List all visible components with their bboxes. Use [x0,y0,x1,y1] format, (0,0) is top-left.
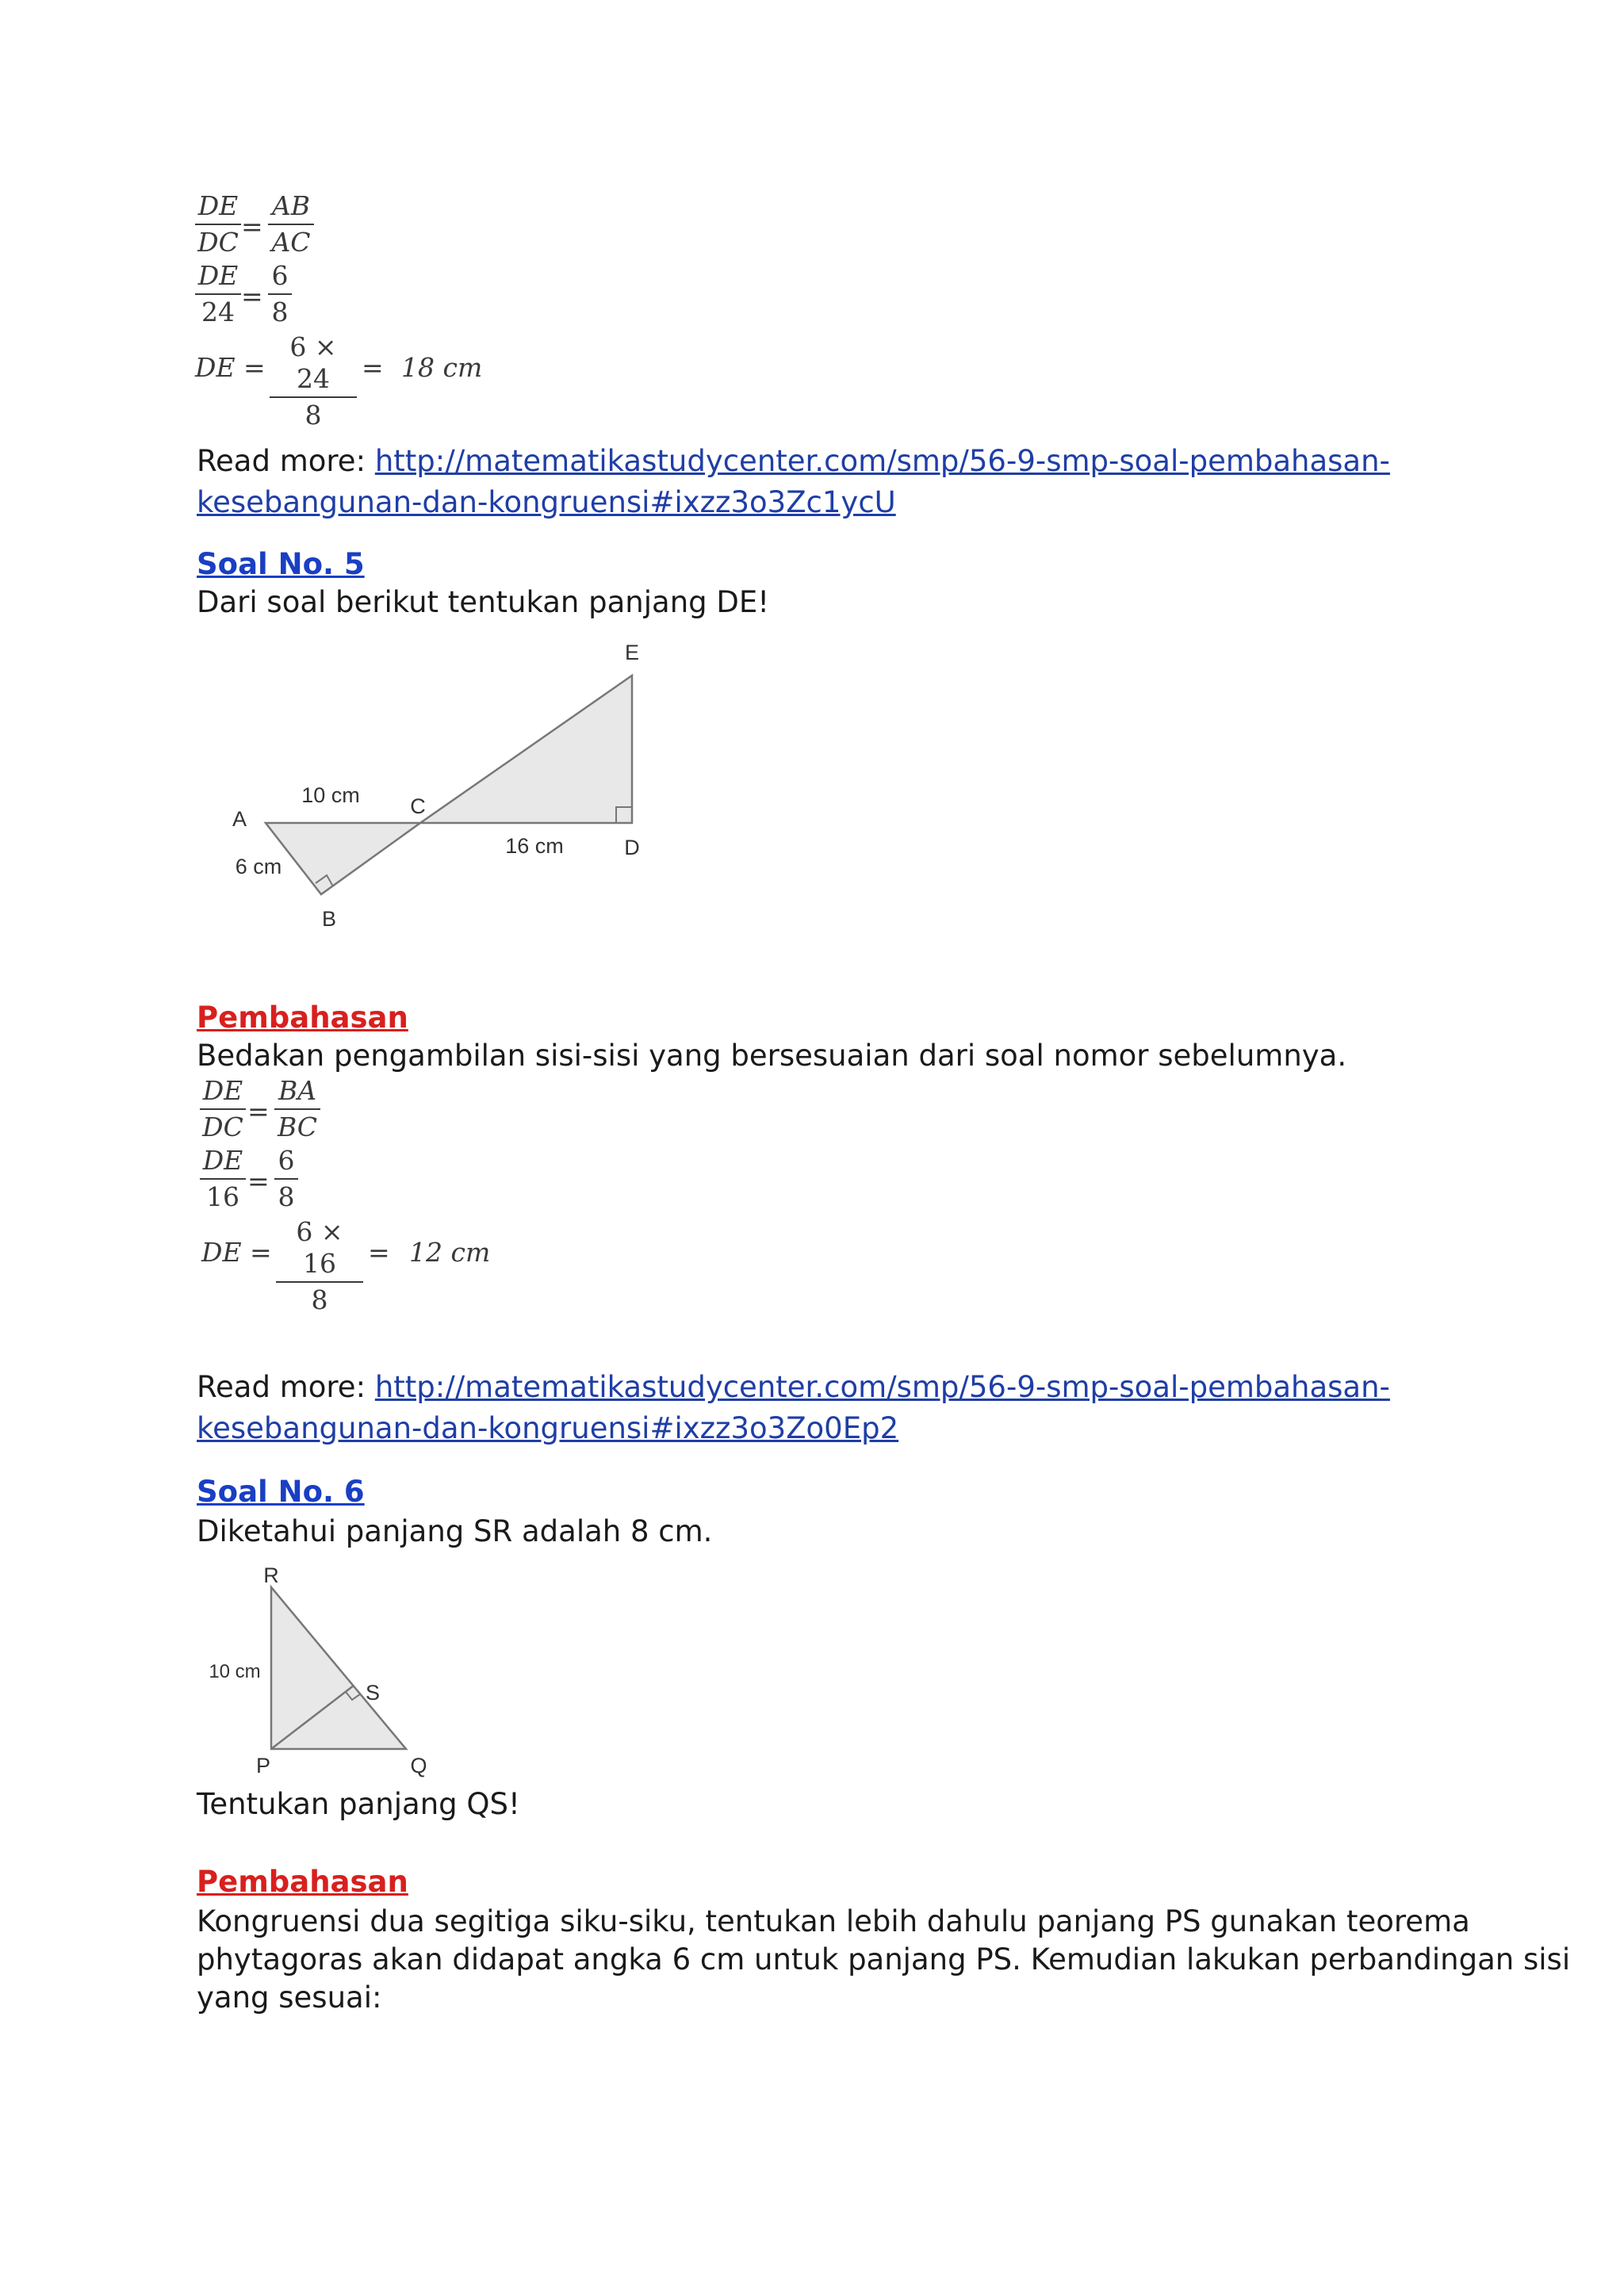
denominator: 24 [201,297,235,327]
equals-sign: = [241,211,263,242]
read-more-label: Read more: [197,1370,375,1404]
soal-6-pembahasan-line: Kongruensi dua segitiga siku-siku, tentukan lebih dahulu panjang PS gunakan teorema [197,1904,1470,1938]
numerator: DE [197,190,239,221]
soal-5-question: Dari soal berikut tentukan panjang DE! [197,585,770,619]
label-a: A [232,807,247,831]
soal-5-heading[interactable]: Soal No. 5 [197,547,365,581]
numerator: 6 [278,1145,295,1176]
numerator: 6 × 16 [296,1216,343,1279]
equals-sign: = [368,1237,390,1268]
fraction [200,1145,246,1213]
numerator: AB [271,190,311,221]
fraction [268,190,314,258]
equation-lhs: DE = [201,1237,272,1268]
read-more-link-continued[interactable]: kesebangunan-dan-kongruensi#ixzz3o3Zo0Ep2 [197,1411,899,1445]
fraction [200,1075,246,1143]
read-more-line [197,1368,1390,1406]
label-d: D [624,836,640,859]
label-e: E [624,641,640,664]
read-more-link[interactable]: http://matematikastudycenter.com/smp/56-9-smp-soal-pembahasan- [374,444,1390,478]
denominator: 8 [304,400,322,430]
soal-6-pembahasan-heading[interactable]: Pembahasan [197,1865,408,1899]
denominator: BC [277,1112,318,1142]
read-more-label: Read more: [197,444,375,478]
equation-result: 18 cm [401,352,483,383]
fraction [195,260,241,328]
equation-lhs: DE = [195,352,266,383]
equals-sign: = [247,1096,270,1127]
equals-sign: = [362,352,384,383]
soal-6-diagram [198,1554,452,1784]
numerator: BA [278,1075,317,1106]
label-c: C [410,794,426,818]
denominator: DC [197,227,239,258]
numerator: DE [202,1145,243,1176]
soal-6-question: Diketahui panjang SR adalah 8 cm. [197,1514,713,1548]
soal-6-pembahasan-line: yang sesuai: [197,1980,382,2015]
label-r: R [263,1563,279,1587]
fraction [274,1075,320,1143]
equals-sign: = [247,1165,270,1196]
fraction [276,1216,363,1316]
length-ab-label: 6 cm [235,855,282,878]
fraction [270,331,357,431]
numerator: DE [197,260,239,291]
equals-sign: = [241,281,263,312]
denominator: 16 [206,1181,239,1212]
fraction [195,190,241,258]
numerator: 6 × 24 [289,331,337,394]
read-more-link-continued[interactable]: kesebangunan-dan-kongruensi#ixzz3o3Zc1ycU [197,485,896,519]
fraction [274,1145,298,1213]
denominator: 8 [271,297,289,327]
length-pr-label: 10 cm [209,1661,261,1682]
fraction [268,260,292,328]
denominator: 8 [311,1284,328,1315]
read-more-line [197,442,1390,480]
soal-5-diagram [222,634,666,936]
equation-result: 12 cm [409,1237,491,1268]
soal-6-question-2: Tentukan panjang QS! [197,1787,520,1821]
denominator: AC [271,227,311,258]
length-cd-label: 16 cm [505,834,564,858]
read-more-link[interactable]: http://matematikastudycenter.com/smp/56-9-smp-soal-pembahasan- [374,1370,1390,1404]
label-s: S [365,1681,381,1705]
denominator: DC [202,1112,243,1142]
soal-5-pembahasan-text: Bedakan pengambilan sisi-sisi yang bersesuaian dari soal nomor sebelumnya. [197,1039,1347,1073]
numerator: DE [202,1075,243,1106]
soal-5-pembahasan-heading[interactable]: Pembahasan [197,1001,408,1035]
numerator: 6 [271,260,289,291]
soal-6-pembahasan-line: phytagoras akan didapat angka 6 cm untuk panjang PS. Kemudian lakukan perbandingan sisi [197,1942,1571,1976]
soal-6-heading[interactable]: Soal No. 6 [197,1475,365,1509]
label-q: Q [410,1754,427,1777]
length-ac-label: 10 cm [301,783,360,807]
label-p: P [255,1754,271,1777]
denominator: 8 [278,1181,295,1212]
label-b: B [321,907,337,931]
